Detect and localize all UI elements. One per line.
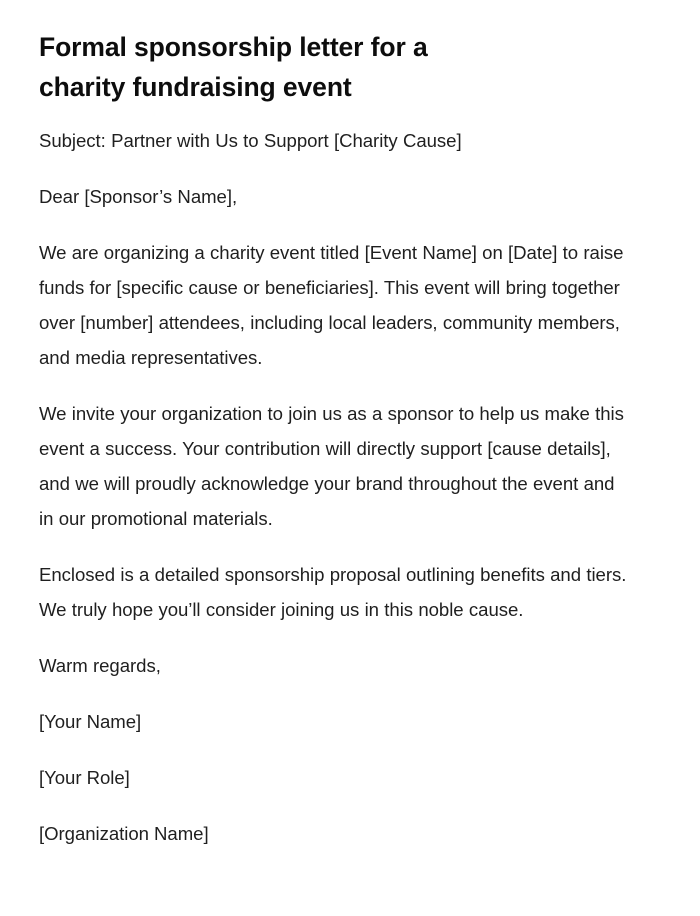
signature-role: [Your Role] <box>39 767 130 788</box>
body-paragraph-3: Enclosed is a detailed sponsorship proposal outlining benefits and tiers. We truly hope you’ll consider joining us in this noble cause. <box>39 564 627 620</box>
page-title: Formal sponsorship letter for a charity fundraising event <box>39 32 428 102</box>
signature-organization: [Organization Name] <box>39 823 209 844</box>
subject-line: Subject: Partner with Us to Support [Charity Cause] <box>39 130 462 151</box>
body-paragraph-1: We are organizing a charity event titled [Event Name] on [Date] to raise funds for [specific cause or beneficiaries]. This event will bring together over [number] attendees, including local leaders, community members, and media representatives. <box>39 242 624 368</box>
salutation: Dear [Sponsor’s Name], <box>39 186 238 207</box>
body-paragraph-2: We invite your organization to join us as a sponsor to help us make this event a success. Your contribution will directly support [cause details], and we will proudly acknowledge your brand throughout the event and in our promotional materials. <box>39 403 624 529</box>
letter-body <box>39 123 633 851</box>
closing-line: Warm regards, <box>39 655 161 676</box>
signature-name: [Your Name] <box>39 711 142 732</box>
